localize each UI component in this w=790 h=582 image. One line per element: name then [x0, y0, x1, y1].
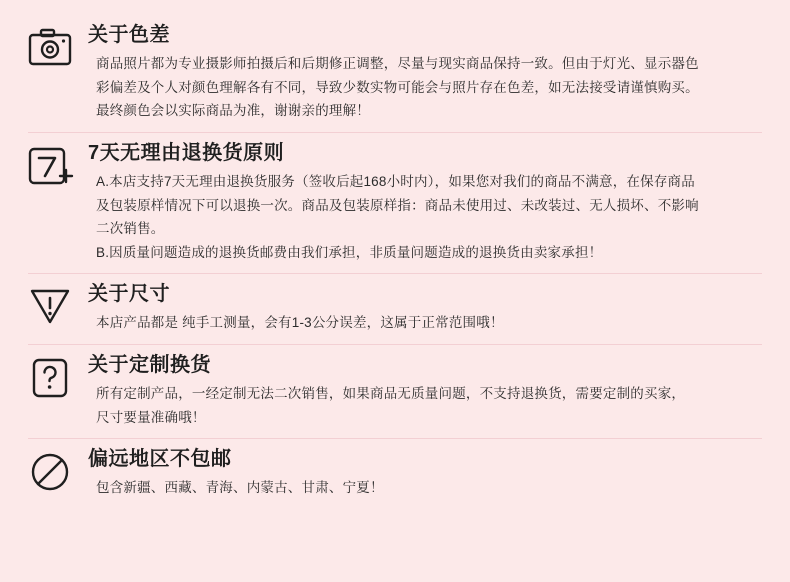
section-seven-day-return	[28, 132, 762, 274]
warning-triangle-icon	[28, 286, 72, 326]
section-body	[82, 447, 762, 500]
text-line: 及包装原样情况下可以退换一次。商品及包装原样指：商品未使用过、未改装过、无人损坏、不影响	[96, 197, 699, 213]
text-line: 彩偏差及个人对颜色理解各有不同，导致少数实物可能会与照片存在色差，如无法接受请谨慎购买。	[96, 79, 699, 95]
question-box-icon	[28, 357, 72, 399]
section-title: 7天无理由退换货原则	[88, 141, 285, 164]
section-text	[96, 476, 762, 500]
icon-container	[28, 23, 82, 67]
text-line: 所有定制产品，一经定制无法二次销售，如果商品无质量问题，不支持退换货，需要定制的买家，	[96, 386, 686, 401]
section-size	[28, 273, 762, 344]
text-line: B.因质量问题造成的退换货邮费由我们承担，非质量问题造成的退换货由卖家承担！	[96, 244, 603, 260]
seven-days-return-icon	[28, 145, 76, 191]
section-text	[96, 382, 762, 429]
section-title: 偏远地区不包邮	[88, 448, 232, 471]
text-line: 尺寸要量准确哦！	[96, 409, 206, 425]
icon-container	[28, 447, 82, 493]
section-body	[82, 353, 762, 429]
section-color-difference	[28, 14, 762, 132]
text-line: 最终颜色会以实际商品为准，谢谢亲的理解！	[96, 103, 370, 119]
section-body	[82, 141, 762, 265]
section-body	[82, 282, 762, 335]
section-text	[96, 311, 762, 335]
icon-container	[28, 282, 82, 326]
icon-container	[28, 353, 82, 399]
text-line: 包含新疆、西藏、青海、内蒙古、甘肃、宁夏！	[96, 480, 384, 496]
section-custom-exchange	[28, 344, 762, 438]
icon-container	[28, 141, 82, 191]
section-title: 关于定制换货	[88, 354, 211, 376]
section-remote-area-no-free-shipping	[28, 438, 762, 509]
section-body	[82, 23, 762, 123]
text-line: 二次销售。	[96, 221, 165, 237]
text-line: 商品照片都为专业摄影师拍摄后和后期修正调整，尽量与现实商品保持一致。但由于灯光、显示器色	[96, 56, 699, 71]
section-title: 关于色差	[88, 24, 170, 46]
text-line: 本店产品都是 纯手工测量，会有1-3公分误差，这属于正常范围哦！	[96, 315, 504, 331]
camera-icon	[28, 27, 72, 67]
section-title: 关于尺寸	[88, 283, 170, 306]
section-text	[96, 52, 762, 123]
no-entry-icon	[28, 451, 72, 493]
text-line: A.本店支持7天无理由退换货服务（签收后起168小时内），如果您对我们的商品不满意，在保存商品	[96, 173, 695, 189]
section-text	[96, 170, 762, 265]
